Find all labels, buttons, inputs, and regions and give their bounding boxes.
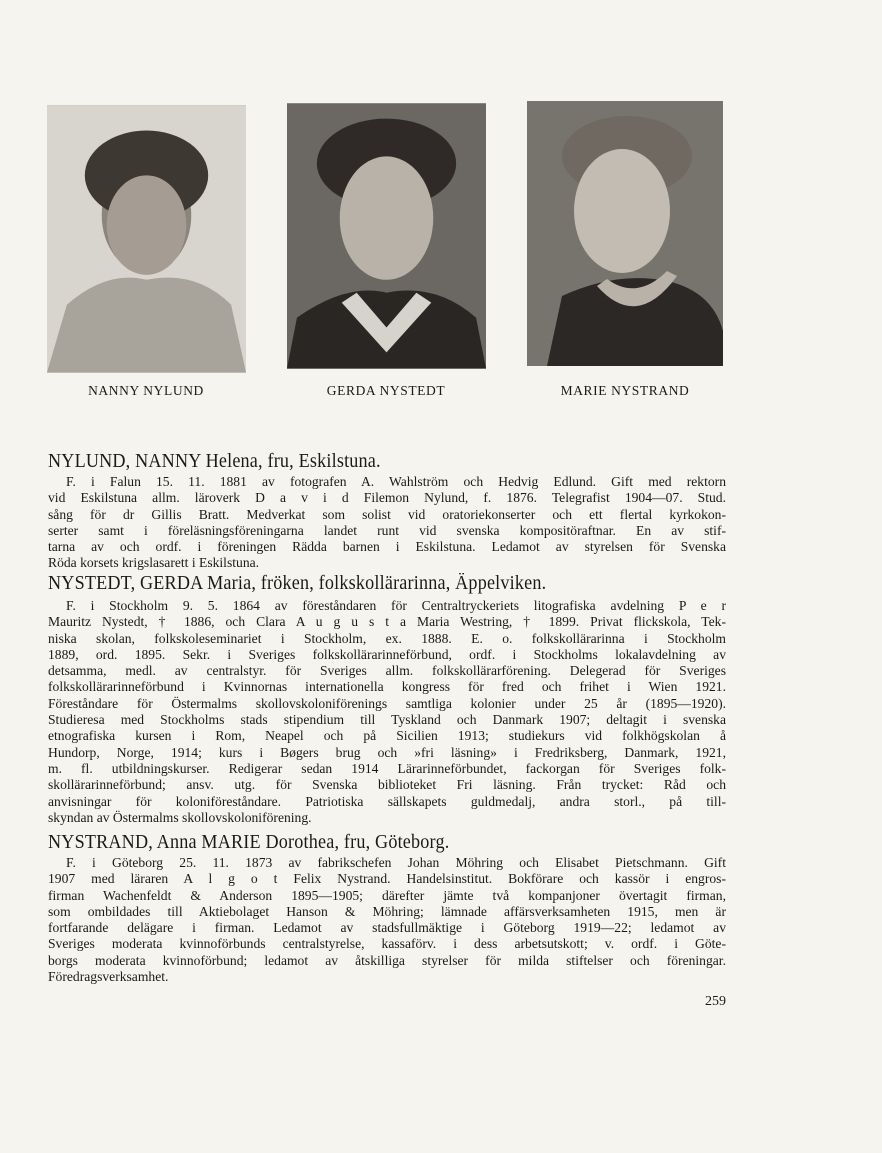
entry-heading: NYLUND, NANNY Helena, fru, Eskilstuna. — [48, 451, 381, 472]
text-line: som ombildades till Aktiebolaget Hanson & Möhring; lämnade affärsverksamheten 1915, men är — [48, 903, 726, 919]
portrait-photo-marie-nystrand — [527, 101, 723, 366]
text-line: F. i Falun 15. 11. 1881 av fotografen A. Wahlström och Hedvig Edlund. Gift med rektorn — [66, 474, 726, 489]
biography-entry-nystedt — [48, 573, 726, 826]
portrait-image — [527, 101, 723, 366]
text-line: niska skolan, folkskoleseminariet i Stockholm, ex. 1888. E. o. folkskollärarinna i Stockholm — [48, 630, 726, 646]
portrait-image — [287, 103, 486, 369]
text-line: tarna av och ordf. i föreningen Rädda barnen i Eskilstuna. Ledamot av styrelsen för Svenska — [48, 539, 726, 555]
text-line: anvisningar för koloniföreståndare. Patriotiska sällskapets guldmedalj, andra storl., på till- — [48, 793, 726, 809]
biography-entry-nylund — [48, 451, 726, 572]
portrait-photo-nanny-nylund — [47, 105, 246, 373]
text-line: F. i Göteborg 25. 11. 1873 av fabrikschefen Johan Möhring och Elisabet Pietschmann. Gift — [66, 855, 726, 870]
photo-caption: NANNY NYLUND — [88, 383, 204, 398]
entry-heading: NYSTEDT, GERDA Maria, fröken, folkskollärarinna, Äppelviken. — [48, 573, 547, 594]
text-line: firman Wachenfeldt & Anderson 1895—1905; därefter jämte två kompanjoner övertagit firman, — [48, 887, 726, 903]
text-line: 1907 med läraren A l g o t Felix Nystrand. Handelsinstitut. Bokförare och kassör i engros- — [48, 871, 726, 887]
text-line: Studieresa med Stockholms stads stipendium till Tyskland och Danmark 1907; deltagit i svenska — [48, 712, 726, 728]
text-line: borgs moderata kvinnoförbund; ledamot av åtskilliga styrelser för milda stiftelser och föreningar. — [48, 952, 726, 968]
text-line: Sveriges moderata kvinnoförbunds centralstyrelse, kassaförv. i dess arbetsutskott; v. ordf. i Göte- — [48, 936, 726, 952]
page-number: 259 — [705, 994, 726, 1009]
text-line: folkskollärarinneförbund i Kvinnornas internationella kongress för fred och frihet i Wien 1921. — [48, 679, 726, 695]
text-line: fortfarande delägare i firman. Ledamot av stadsfullmäktige i Göteborg 1919—22; ledamot av — [48, 920, 726, 936]
text-line: Föredragsverksamhet. — [48, 969, 169, 985]
portrait-photo-gerda-nystedt — [287, 103, 486, 369]
entry-heading: NYSTRAND, Anna MARIE Dorothea, fru, Göteborg. — [48, 832, 450, 853]
text-line: Röda korsets krigslasarett i Eskilstuna. — [48, 555, 260, 571]
text-line: F. i Stockholm 9. 5. 1864 av föreståndaren för Centraltryckeriets litografiska avdelning P e r — [66, 598, 726, 613]
text-line: serter samt i föreläsningsföreningarna landet runt vid svenska kompositöraftnar. En av stif- — [48, 522, 726, 538]
text-line: Mauritz Nystedt, † 1886, och Clara A u g u s t a Maria Westring, † 1899. Privat flickskola, Tek- — [48, 614, 726, 630]
portrait-image — [47, 105, 246, 373]
text-line: skollärarinneförbund; ansv. utg. för Svenska biblioteket Fri läsning. Från trycket: Råd och — [48, 777, 726, 793]
text-line: detsamma, medl. av centralstyr. för Sveriges allm. folkskollärarförening. Delegerad för Sveriges — [48, 663, 726, 679]
text-line: Hundorp, Norge, 1914; kurs i Bøgers brug och »fri läsning» i Fredriksberg, Danmark, 1921, — [48, 744, 726, 760]
text-line: m. fl. utbildningskurser. Redigerar sedan 1914 Lärarinneförbundet, fackorgan för Sveriges folk- — [48, 760, 726, 776]
text-line: vid Eskilstuna allm. läroverk D a v i d Filemon Nylund, f. 1876. Telegrafist 1904—07. Stud. — [48, 490, 726, 506]
text-line: 1889, ord. 1895. Sekr. i Sveriges folkskollärarinneförbund, ordf. i Stockholms lokalavdelning av — [48, 646, 726, 662]
text-line: sång för dr Gillis Bratt. Medverkat som solist vid oratoriekonserter och ett flertal kyrkokon- — [48, 506, 726, 522]
photo-caption: GERDA NYSTEDT — [326, 383, 446, 398]
photo-caption: MARIE NYSTRAND — [560, 383, 690, 398]
biography-entry-nystrand — [48, 832, 726, 985]
text-line: Föreståndare för Östermalms skollovskoloniförenings samtliga kolonier under 25 år (1895—1920). — [48, 695, 726, 711]
text-line: skyndan av Östermalms skollovskoloniförening. — [48, 809, 312, 825]
text-line: etnografiska kursen i Rom, Neapel och på Sicilien 1913; studiekurs vid folkhögskolan å — [48, 728, 726, 744]
